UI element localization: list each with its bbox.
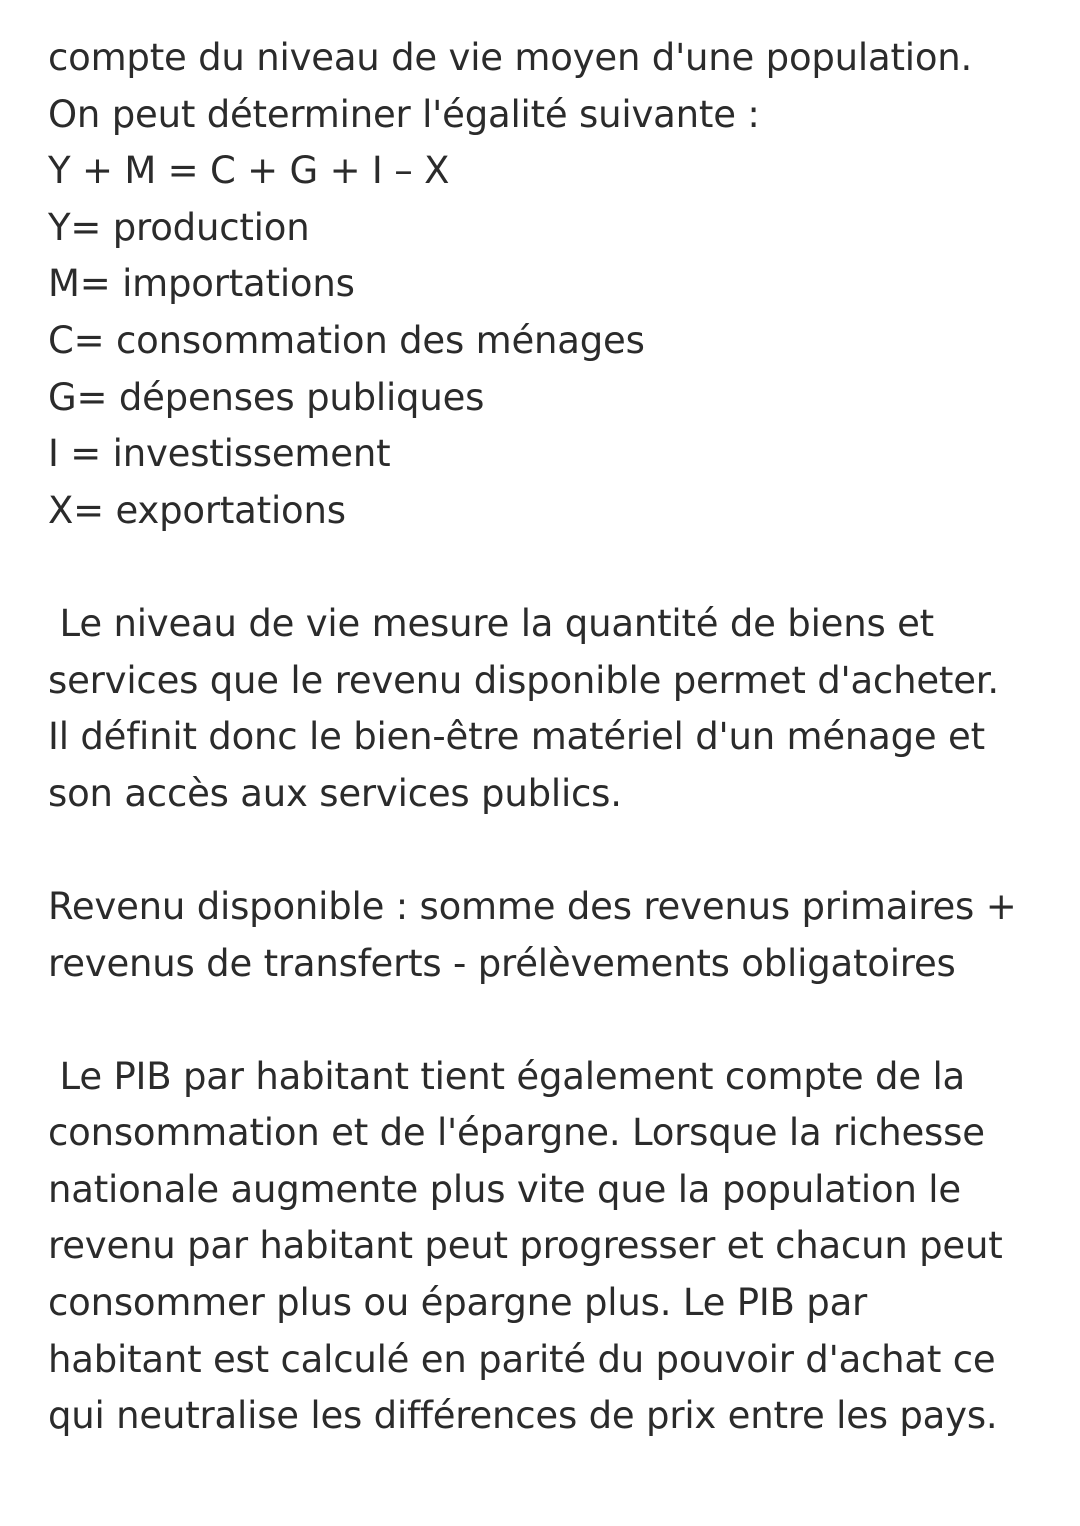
definition-item: Y= production bbox=[48, 205, 310, 249]
text-line: Le PIB par habitant tient également compte de la bbox=[48, 1054, 966, 1098]
definition-item: G= dépenses publiques bbox=[48, 375, 485, 419]
text-line: Il définit donc le bien-être matériel d'un ménage et bbox=[48, 715, 985, 759]
text-line: consommer plus ou épargne plus. Le PIB par bbox=[48, 1281, 868, 1325]
paragraph-spacer bbox=[48, 539, 1058, 596]
text-line: revenu par habitant peut progresser et chacun peut bbox=[48, 1224, 1003, 1268]
revenu-disponible-paragraph bbox=[48, 879, 1058, 992]
text-line: qui neutralise les différences de prix entre les pays. bbox=[48, 1394, 998, 1438]
text-line: nationale augmente plus vite que la population le bbox=[48, 1167, 961, 1211]
paragraph-spacer bbox=[48, 992, 1058, 1049]
definition-item: I = investissement bbox=[48, 432, 391, 476]
niveau-de-vie-paragraph bbox=[48, 596, 1058, 822]
definition-item: X= exportations bbox=[48, 488, 346, 532]
text-line: Le niveau de vie mesure la quantité de biens et bbox=[48, 601, 934, 645]
text-line: consommation et de l'épargne. Lorsque la richesse bbox=[48, 1111, 985, 1155]
intro-paragraph bbox=[48, 30, 1058, 143]
text-line: revenus de transferts - prélèvements obligatoires bbox=[48, 941, 956, 985]
text-line: son accès aux services publics. bbox=[48, 771, 622, 815]
text-line: Revenu disponible : somme des revenus primaires + bbox=[48, 884, 1017, 928]
text-line: On peut déterminer l'égalité suivante : bbox=[48, 92, 760, 136]
pib-paragraph bbox=[48, 1049, 1058, 1445]
text-line: habitant est calculé en parité du pouvoir d'achat ce bbox=[48, 1337, 996, 1381]
definition-item: C= consommation des ménages bbox=[48, 318, 645, 362]
equation: Y + M = C + G + I – X bbox=[48, 149, 450, 193]
definition-list bbox=[48, 200, 1058, 540]
paragraph-spacer bbox=[48, 822, 1058, 879]
text-line: compte du niveau de vie moyen d'une population. bbox=[48, 36, 973, 79]
text-line: services que le revenu disponible permet d'acheter. bbox=[48, 658, 999, 702]
document-page bbox=[48, 30, 1058, 1445]
definition-item: M= importations bbox=[48, 262, 355, 306]
